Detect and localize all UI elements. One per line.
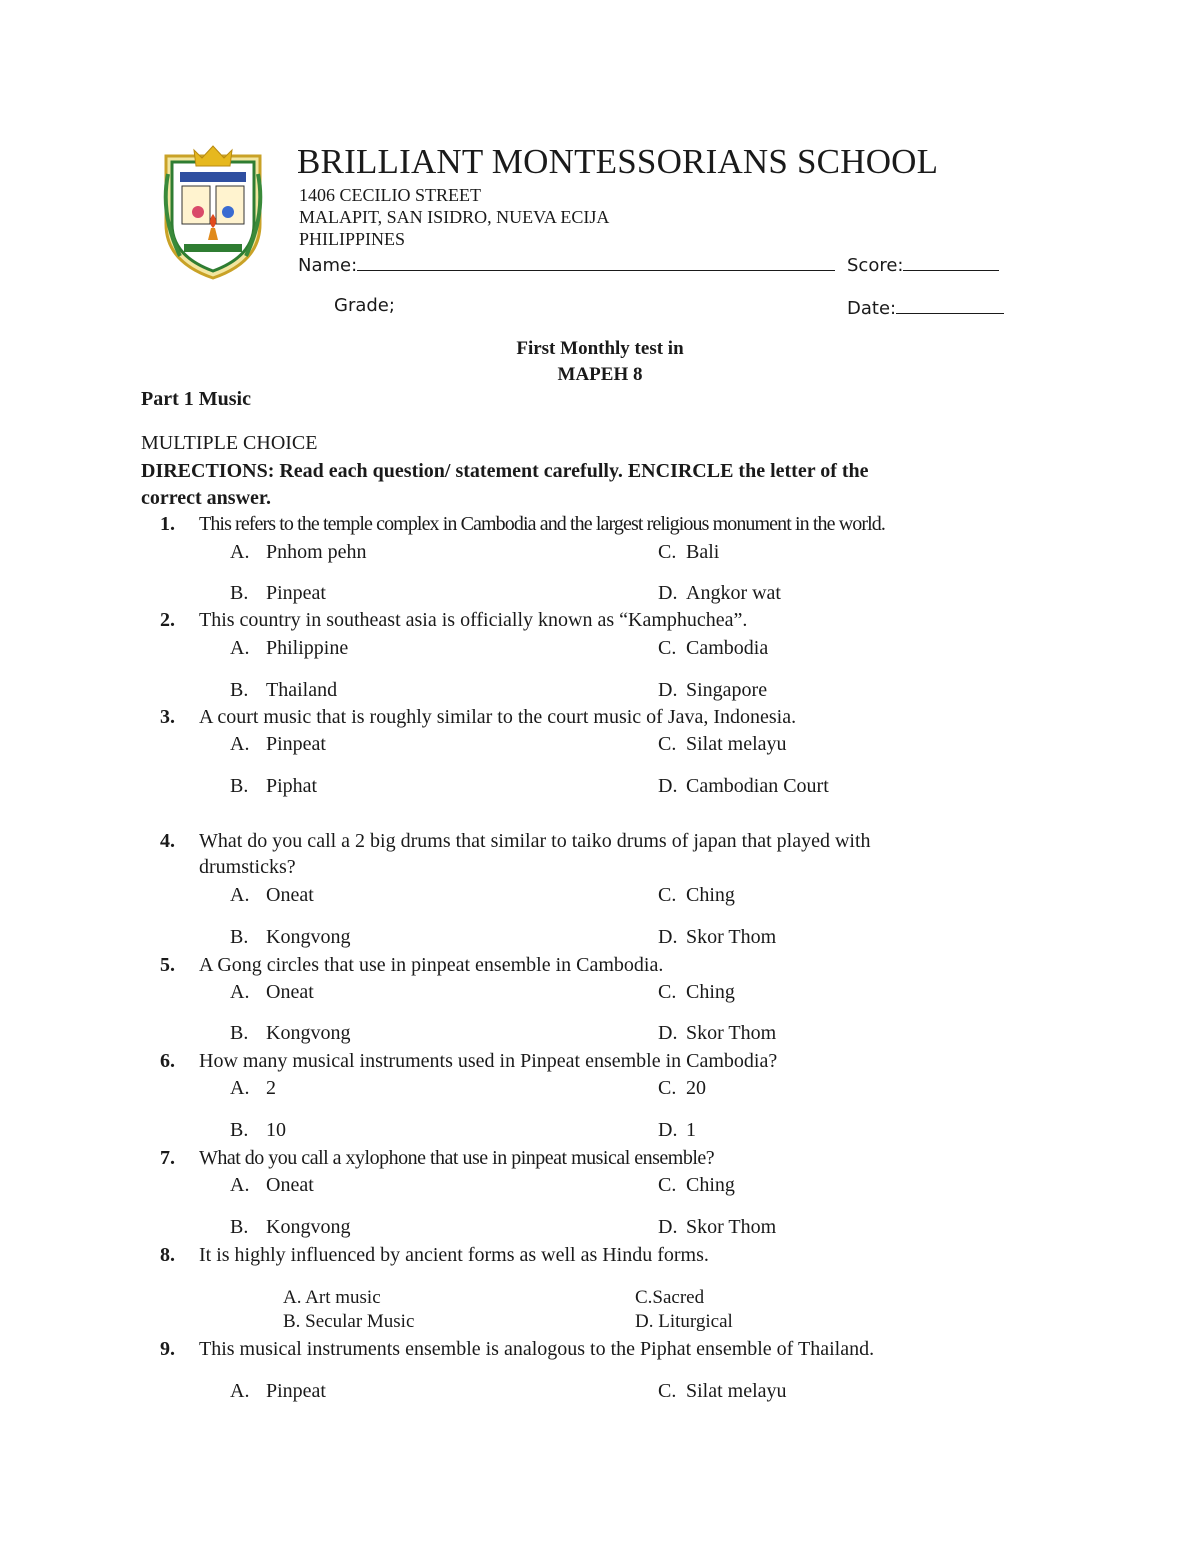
option-letter: D.: [658, 1119, 678, 1141]
option-b[interactable]: [230, 1022, 350, 1045]
grade-label: Grade;: [334, 295, 395, 316]
option-text: Kongvong: [266, 1022, 351, 1044]
option-text: Pinpeat: [266, 733, 326, 755]
name-label: Name:: [298, 255, 358, 276]
question-number: 3.: [160, 706, 175, 728]
option-a[interactable]: A. Art music: [283, 1287, 381, 1308]
option-text: Oneat: [266, 884, 314, 906]
option-text: Ching: [686, 981, 735, 1003]
test-title: First Monthly test in: [516, 338, 684, 359]
option-c[interactable]: [658, 1077, 706, 1100]
option-letter: C.: [658, 1077, 677, 1099]
section-title: MULTIPLE CHOICE: [141, 432, 318, 454]
option-a[interactable]: [230, 981, 314, 1004]
directions: DIRECTIONS: Read each question/ statement carefully. ENCIRCLE the letter of the: [141, 460, 869, 482]
option-letter: A.: [230, 1077, 250, 1099]
option-a[interactable]: [230, 637, 348, 660]
question-text: This refers to the temple complex in Cambodia and the largest religious monument in the world.: [199, 513, 885, 535]
option-text: 2: [266, 1077, 276, 1099]
option-b[interactable]: [230, 679, 337, 702]
question-text: This musical instruments ensemble is analogous to the Piphat ensemble of Thailand.: [199, 1338, 875, 1360]
option-c[interactable]: [658, 541, 719, 564]
option-b[interactable]: [230, 775, 317, 798]
address-line: MALAPIT, SAN ISIDRO, NUEVA ECIJA: [299, 207, 610, 227]
option-letter: B.: [230, 679, 249, 701]
option-letter: B.: [230, 775, 249, 797]
question-text: It is highly influenced by ancient forms as well as Hindu forms.: [199, 1244, 709, 1266]
option-text: Kongvong: [266, 1216, 351, 1238]
option-text: Ching: [686, 884, 735, 906]
option-letter: C.: [658, 637, 677, 659]
option-letter: D.: [658, 679, 678, 701]
school-logo: [158, 144, 268, 282]
score-field[interactable]: [847, 252, 999, 276]
question-number: 7.: [160, 1147, 175, 1169]
option-a[interactable]: [230, 1380, 326, 1403]
option-text: Angkor wat: [686, 582, 781, 604]
option-a[interactable]: [230, 733, 326, 756]
question-number: 9.: [160, 1338, 175, 1360]
date-label: Date:: [847, 298, 897, 319]
option-a[interactable]: [230, 1077, 276, 1100]
option-b[interactable]: [230, 1119, 286, 1142]
option-c[interactable]: [658, 981, 735, 1004]
option-text: Skor Thom: [686, 926, 777, 948]
option-letter: D.: [658, 582, 678, 604]
option-text: Skor Thom: [686, 1216, 777, 1238]
option-letter: C.: [658, 884, 677, 906]
option-letter: B.: [230, 1119, 249, 1141]
option-c[interactable]: C.Sacred: [635, 1287, 705, 1308]
option-text: Piphat: [266, 775, 318, 797]
option-letter: D.: [658, 775, 678, 797]
option-d[interactable]: [658, 1216, 776, 1239]
question-text: What do you call a 2 big drums that similar to taiko drums of japan that played with: [199, 830, 871, 852]
option-text: Oneat: [266, 981, 314, 1003]
name-blank[interactable]: [357, 252, 835, 271]
question-number: 8.: [160, 1244, 175, 1266]
option-text: 10: [266, 1119, 286, 1141]
option-text: Kongvong: [266, 926, 351, 948]
option-letter: C.: [658, 1380, 677, 1402]
question-text: A court music that is roughly similar to the court music of Java, Indonesia.: [199, 706, 797, 728]
question-text: What do you call a xylophone that use in pinpeat musical ensemble?: [199, 1147, 715, 1169]
option-b[interactable]: [230, 1216, 350, 1239]
option-d[interactable]: D. Liturgical: [635, 1311, 733, 1332]
option-letter: B.: [230, 1216, 249, 1238]
score-label: Score:: [847, 255, 904, 276]
option-c[interactable]: [658, 733, 787, 756]
option-text: Cambodia: [686, 637, 769, 659]
option-letter: B.: [230, 926, 249, 948]
option-c[interactable]: [658, 1174, 735, 1197]
school-name: BRILLIANT MONTESSORIANS SCHOOL: [297, 142, 939, 181]
question-number: 1.: [160, 513, 175, 535]
option-letter: A.: [230, 733, 250, 755]
directions: correct answer.: [141, 487, 271, 509]
question-text: How many musical instruments used in Pinpeat ensemble in Cambodia?: [199, 1050, 778, 1072]
option-text: Pinpeat: [266, 582, 326, 604]
option-d[interactable]: [658, 679, 767, 702]
question-text-continued: drumsticks?: [199, 856, 296, 878]
option-text: Skor Thom: [686, 1022, 777, 1044]
test-subject: MAPEH 8: [557, 364, 643, 385]
option-text: Oneat: [266, 1174, 314, 1196]
option-b[interactable]: B. Secular Music: [283, 1311, 415, 1332]
option-a[interactable]: [230, 884, 314, 907]
option-letter: B.: [230, 582, 249, 604]
name-field[interactable]: [298, 252, 835, 276]
date-field[interactable]: [847, 295, 1004, 319]
option-letter: C.: [658, 981, 677, 1003]
part-title: Part 1 Music: [141, 388, 251, 410]
option-a[interactable]: [230, 1174, 314, 1197]
option-a[interactable]: [230, 541, 367, 564]
option-text: Singapore: [686, 679, 768, 701]
option-text: 1: [686, 1119, 696, 1141]
option-text: Philippine: [266, 637, 349, 659]
option-text: Silat melayu: [686, 1380, 787, 1402]
option-c[interactable]: [658, 1380, 787, 1403]
option-letter: A.: [230, 637, 250, 659]
option-b[interactable]: [230, 582, 326, 605]
question-number: 2.: [160, 609, 175, 631]
option-text: 20: [686, 1077, 706, 1099]
option-letter: D.: [658, 1022, 678, 1044]
option-letter: D.: [658, 926, 678, 948]
option-letter: C.: [658, 733, 677, 755]
option-letter: C.: [658, 541, 677, 563]
option-d[interactable]: [658, 775, 829, 798]
option-text: Bali: [686, 541, 720, 563]
date-blank[interactable]: [896, 295, 1004, 314]
option-letter: D.: [658, 1216, 678, 1238]
option-d[interactable]: [658, 926, 776, 949]
option-text: Pinpeat: [266, 1380, 326, 1402]
option-text: Thailand: [266, 679, 338, 701]
score-blank[interactable]: [903, 252, 999, 271]
question-text: This country in southeast asia is officially known as “Kamphuchea”.: [199, 609, 748, 631]
option-letter: C.: [658, 1174, 677, 1196]
option-text: Silat melayu: [686, 733, 787, 755]
option-d[interactable]: [658, 582, 781, 605]
option-b[interactable]: [230, 926, 350, 949]
option-d[interactable]: [658, 1022, 776, 1045]
option-text: Pnhom pehn: [266, 541, 367, 563]
address-line: PHILIPPINES: [299, 229, 406, 249]
option-c[interactable]: [658, 637, 768, 660]
address-line: 1406 CECILIO STREET: [299, 185, 481, 205]
option-letter: A.: [230, 884, 250, 906]
option-text: Ching: [686, 1174, 735, 1196]
option-letter: A.: [230, 981, 250, 1003]
option-letter: A.: [230, 1380, 250, 1402]
option-text: Cambodian Court: [686, 775, 829, 797]
option-d[interactable]: [658, 1119, 696, 1142]
option-letter: A.: [230, 1174, 250, 1196]
option-c[interactable]: [658, 884, 735, 907]
question-number: 6.: [160, 1050, 175, 1072]
option-letter: A.: [230, 541, 250, 563]
option-letter: B.: [230, 1022, 249, 1044]
question-number: 4.: [160, 830, 175, 852]
question-number: 5.: [160, 954, 175, 976]
question-text: A Gong circles that use in pinpeat ensemble in Cambodia.: [199, 954, 664, 976]
